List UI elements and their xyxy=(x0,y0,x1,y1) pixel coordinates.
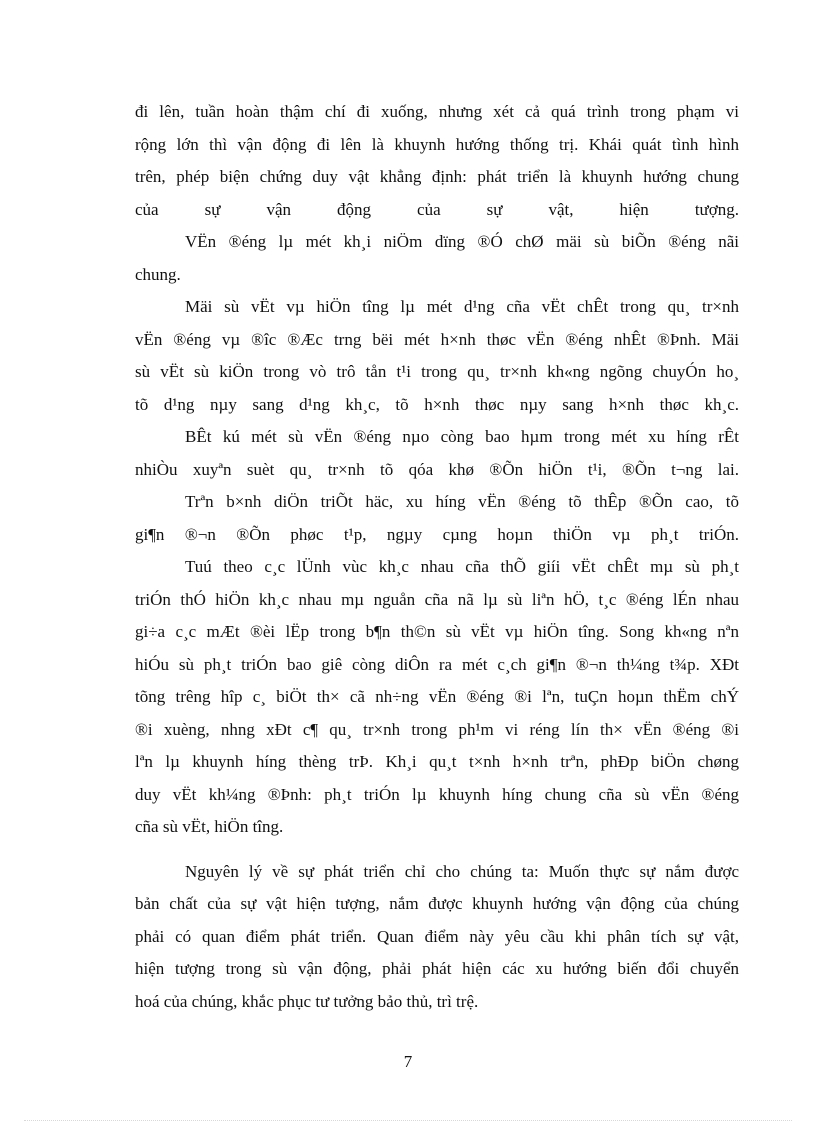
text-line: phải có quan điểm phát triển. Quan điểm này yêu cầu khi phân tích sự vật, xyxy=(135,926,739,946)
text-line: rộng lớn thì vận động đi lên là khuynh hướng thống trị. Khái quát tình hình xyxy=(135,134,739,154)
text-line: Trªn b×nh diÖn triÕt häc, xu híng vËn ®éng tõ thÊp ®Õn cao, tõ xyxy=(185,492,739,511)
text-line: BÊt kú mét sù vËn ®éng nµo còng bao hµm trong mét xu híng rÊt xyxy=(185,427,739,446)
text-line: bản chất của sự vật hiện tượng, nắm được khuynh hướng vận động của chúng xyxy=(135,894,739,913)
text-line: Nguyên lý về sự phát triển chỉ cho chúng ta: Muốn thực sự nắm được xyxy=(185,861,739,881)
body-text xyxy=(135,96,739,1018)
text-line: vËn ®éng vµ ®îc ®Æc trng bëi mét h×nh thøc vËn ®éng nhÊt ®Þnh. Mäi xyxy=(135,329,739,349)
text-line: Mäi sù vËt vµ hiÖn tîng lµ mét d¹ng cña vËt chÊt trong qu¸ tr×nh xyxy=(185,297,739,316)
text-line: đi lên, tuần hoàn thậm chí đi xuống, nhưng xét cả quá trình trong phạm vi xyxy=(135,102,739,121)
text-line: trên, phép biện chứng duy vật khẳng định: phát triển là khuynh hướng chung xyxy=(135,167,739,186)
text-line: hiÓu sù ph¸t triÓn bao giê còng diÔn ra mét c¸ch gi¶n ®¬n th¼ng t¾p. XÐt xyxy=(135,654,739,674)
text-line: hiện tượng trong sù vận động, phải phát hiện các xu hướng biến đổi chuyển xyxy=(135,959,739,978)
text-line: tõng trêng hîp c¸ biÖt th× cã nh÷ng vËn ®éng ®i lªn, tuÇn hoµn thËm chÝ xyxy=(135,687,739,706)
text-line: gi¶n ®¬n ®Õn phøc t¹p, ngµy cµng hoµn thiÖn vµ ph¸t triÓn. xyxy=(135,524,739,544)
text-line: VËn ®éng lµ mét kh¸i niÖm dïng ®Ó chØ mäi sù biÕn ®éng nãi xyxy=(185,232,739,251)
text-line: chung. xyxy=(135,264,181,284)
page-bottom-rule xyxy=(24,1120,792,1121)
text-line: của sự vận động của sự vật, hiện tượng. xyxy=(135,199,739,219)
text-line: hoá của chúng, khắc phục tư tưởng bảo thủ, trì trệ. xyxy=(135,991,479,1011)
text-line: sù vËt sù kiÖn trong vò trô tån t¹i trong qu¸ tr×nh kh«ng ngõng chuyÓn ho¸ xyxy=(135,362,739,381)
text-line: tõ d¹ng nµy sang d¹ng kh¸c, tõ h×nh thøc nµy sang h×nh thøc kh¸c. xyxy=(135,394,739,414)
page-number: 7 xyxy=(403,1052,413,1071)
text-line: lªn lµ khuynh híng thèng trÞ. Kh¸i qu¸t t×nh h×nh trªn, phÐp biÖn chøng xyxy=(135,752,739,771)
text-line: triÓn thÓ hiÖn kh¸c nhau mµ nguån cña nã lµ sù liªn hÖ, t¸c ®éng lÉn nhau xyxy=(135,589,739,609)
text-line: gi÷a c¸c mÆt ®èi lËp trong b¶n th©n sù vËt vµ hiÖn tîng. Song kh«ng nªn xyxy=(135,622,739,641)
text-line: duy vËt kh¼ng ®Þnh: ph¸t triÓn lµ khuynh híng chung cña sù vËn ®éng xyxy=(135,784,739,804)
text-line: ®i xuèng, nhng xÐt c¶ qu¸ tr×nh trong ph¹m vi réng lín th× vËn ®éng ®i xyxy=(135,719,739,739)
text-line: nhiÒu xuyªn suèt qu¸ tr×nh tõ qóa khø ®Õn hiÖn t¹i, ®Õn t¬ng lai. xyxy=(135,459,739,479)
text-line: Tuú theo c¸c lÜnh vùc kh¸c nhau cña thÕ giíi vËt chÊt mµ sù ph¸t xyxy=(185,557,739,576)
text-line: cña sù vËt, hiÖn tîng. xyxy=(135,817,284,836)
